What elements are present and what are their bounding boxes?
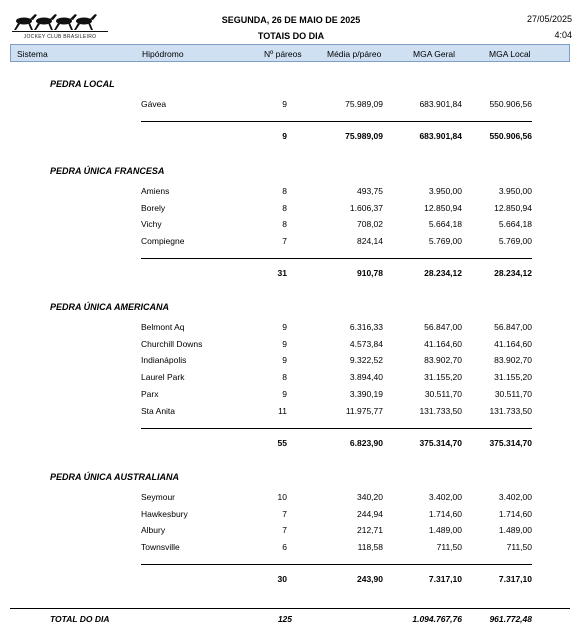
cell-pareos: 8 [282, 372, 287, 383]
subtotal-mga-local: 550.906,56 [489, 131, 532, 141]
cell-mga-geral: 3.950,00 [428, 186, 462, 196]
cell-hipodromo: Seymour [141, 492, 176, 502]
cell-mga-geral: 3.402,00 [428, 492, 462, 502]
section-title: PEDRA ÚNICA AMERICANA [50, 302, 169, 312]
cell-mga-local: 3.950,00 [498, 186, 532, 196]
cell-hipodromo: Compiegne [141, 236, 185, 247]
cell-pareos: 7 [282, 525, 287, 536]
subtotal-media: 6.823,90 [349, 437, 383, 448]
subtotal-pareos: 55 [277, 437, 287, 448]
col-media: Média p/páreo [327, 49, 382, 59]
grand-total-label: TOTAL DO DIA [50, 614, 110, 624]
cell-media: 118,58 [357, 542, 383, 553]
cell-mga-geral: 30.511,70 [424, 388, 462, 399]
cell-media: 75.989,09 [345, 99, 383, 109]
cell-hipodromo: Belmont Aq [141, 322, 185, 332]
cell-pareos: 9 [282, 99, 287, 109]
cell-mga-geral: 41.164,60 [424, 338, 462, 349]
col-mga-local: MGA Local [489, 49, 531, 59]
cell-mga-local: 5.664,18 [498, 219, 532, 230]
cell-pareos: 8 [282, 186, 287, 196]
cell-mga-local: 30.511,70 [494, 388, 532, 399]
cell-media: 824,14 [357, 236, 383, 247]
print-date: 27/05/2025 [526, 14, 572, 24]
cell-mga-geral: 5.769,00 [428, 236, 462, 247]
cell-mga-geral: 5.664,18 [428, 219, 462, 230]
cell-hipodromo: Hawkesbury [141, 508, 188, 519]
cell-mga-local: 41.164,60 [494, 338, 532, 349]
cell-mga-local: 56.847,00 [494, 322, 532, 332]
cell-hipodromo: Townsville [141, 542, 180, 553]
subtotal-media: 243,90 [357, 574, 383, 585]
subtotal-mga-local: 375.314,70 [489, 437, 532, 448]
cell-pareos: 9 [282, 355, 287, 366]
section-title: PEDRA ÚNICA FRANCESA [50, 166, 165, 176]
grand-total-rule [10, 608, 570, 609]
cell-hipodromo: Churchill Downs [141, 338, 203, 349]
section-title: PEDRA ÚNICA AUSTRALIANA [50, 472, 179, 482]
cell-pareos: 8 [282, 219, 287, 230]
cell-hipodromo: Albury [141, 525, 166, 536]
subtotal-pareos: 30 [277, 574, 287, 585]
subtotal-media: 910,78 [357, 268, 383, 279]
column-header-bar [10, 44, 570, 62]
cell-pareos: 7 [282, 508, 287, 519]
logo-text: JOCKEY CLUB BRASILEIRO [23, 34, 97, 40]
cell-mga-geral: 56.847,00 [424, 322, 462, 332]
grand-total-mga-local: 961.772,48 [489, 614, 532, 624]
cell-mga-geral: 711,50 [436, 542, 462, 553]
cell-mga-local: 5.769,00 [498, 236, 532, 247]
cell-mga-geral: 12.850,94 [424, 202, 462, 213]
subtotal-rule [141, 564, 532, 565]
subtotal-mga-geral: 683.901,84 [419, 131, 462, 141]
cell-media: 6.316,33 [349, 322, 383, 332]
subtotal-mga-local: 28.234,12 [494, 268, 532, 279]
cell-pareos: 8 [282, 202, 287, 213]
cell-hipodromo: Amiens [141, 186, 170, 196]
cell-mga-local: 3.402,00 [498, 492, 532, 502]
subtotal-rule [141, 258, 532, 259]
cell-pareos: 6 [282, 542, 287, 553]
col-sistema: Sistema [17, 49, 48, 59]
cell-pareos: 9 [282, 322, 287, 332]
cell-hipodromo: Indianápolis [141, 355, 187, 366]
cell-mga-geral: 31.155,20 [424, 372, 462, 383]
cell-media: 3.894,40 [349, 372, 383, 383]
cell-pareos: 9 [282, 388, 287, 399]
subtotal-mga-geral: 375.314,70 [419, 437, 462, 448]
cell-media: 244,94 [357, 508, 383, 519]
cell-pareos: 7 [282, 236, 287, 247]
cell-hipodromo: Gávea [141, 99, 167, 109]
subtotal-media: 75.989,09 [345, 131, 383, 141]
grand-total-mga-geral: 1.094.767,76 [412, 614, 462, 624]
print-time: 4:04 [554, 30, 572, 40]
cell-media: 3.390,19 [349, 388, 383, 399]
cell-media: 708,02 [357, 219, 383, 230]
cell-hipodromo: Vichy [141, 219, 162, 230]
cell-hipodromo: Laurel Park [141, 372, 185, 383]
subtotal-mga-local: 7.317,10 [498, 574, 532, 585]
cell-mga-local: 550.906,56 [489, 99, 532, 109]
report-subtitle: TOTAIS DO DIA [257, 31, 325, 41]
cell-pareos: 11 [278, 405, 287, 416]
subtotal-pareos: 9 [282, 131, 287, 141]
cell-pareos: 10 [277, 492, 287, 502]
cell-mga-geral: 131.733,50 [419, 405, 462, 416]
cell-hipodromo: Sta Anita [141, 405, 176, 416]
cell-media: 9.322,52 [349, 355, 383, 366]
report-date-title: SEGUNDA, 26 DE MAIO DE 2025 [221, 15, 361, 25]
cell-mga-local: 131.733,50 [489, 405, 532, 416]
cell-media: 1.606,37 [349, 202, 383, 213]
cell-hipodromo: Parx [141, 388, 159, 399]
cell-mga-local: 711,50 [506, 542, 532, 553]
cell-mga-geral: 83.902,70 [424, 355, 462, 366]
cell-pareos: 9 [282, 338, 287, 349]
cell-mga-local: 1.714,60 [498, 508, 532, 519]
cell-mga-geral: 1.489,00 [428, 525, 462, 536]
subtotal-rule [141, 428, 532, 429]
subtotal-pareos: 31 [277, 268, 287, 279]
cell-media: 4.573,84 [349, 338, 383, 349]
cell-media: 212,71 [357, 525, 383, 536]
cell-mga-local: 12.850,94 [494, 202, 532, 213]
col-hipodromo: Hipódromo [142, 49, 184, 59]
subtotal-mga-geral: 7.317,10 [428, 574, 462, 585]
col-n-pareos: Nº páreos [264, 49, 302, 59]
subtotal-rule [141, 121, 532, 122]
col-mga-geral: MGA Geral [413, 49, 456, 59]
cell-mga-local: 31.155,20 [494, 372, 532, 383]
cell-mga-geral: 1.714,60 [428, 508, 462, 519]
section-title: PEDRA LOCAL [50, 79, 115, 89]
cell-mga-geral: 683.901,84 [419, 99, 462, 109]
cell-media: 11.975,77 [345, 405, 383, 416]
cell-mga-local: 83.902,70 [494, 355, 532, 366]
cell-media: 340,20 [357, 492, 383, 502]
cell-hipodromo: Borely [141, 202, 166, 213]
grand-total-pareos: 125 [277, 614, 292, 624]
subtotal-mga-geral: 28.234,12 [424, 268, 462, 279]
cell-mga-local: 1.489,00 [498, 525, 532, 536]
cell-media: 493,75 [357, 186, 383, 196]
